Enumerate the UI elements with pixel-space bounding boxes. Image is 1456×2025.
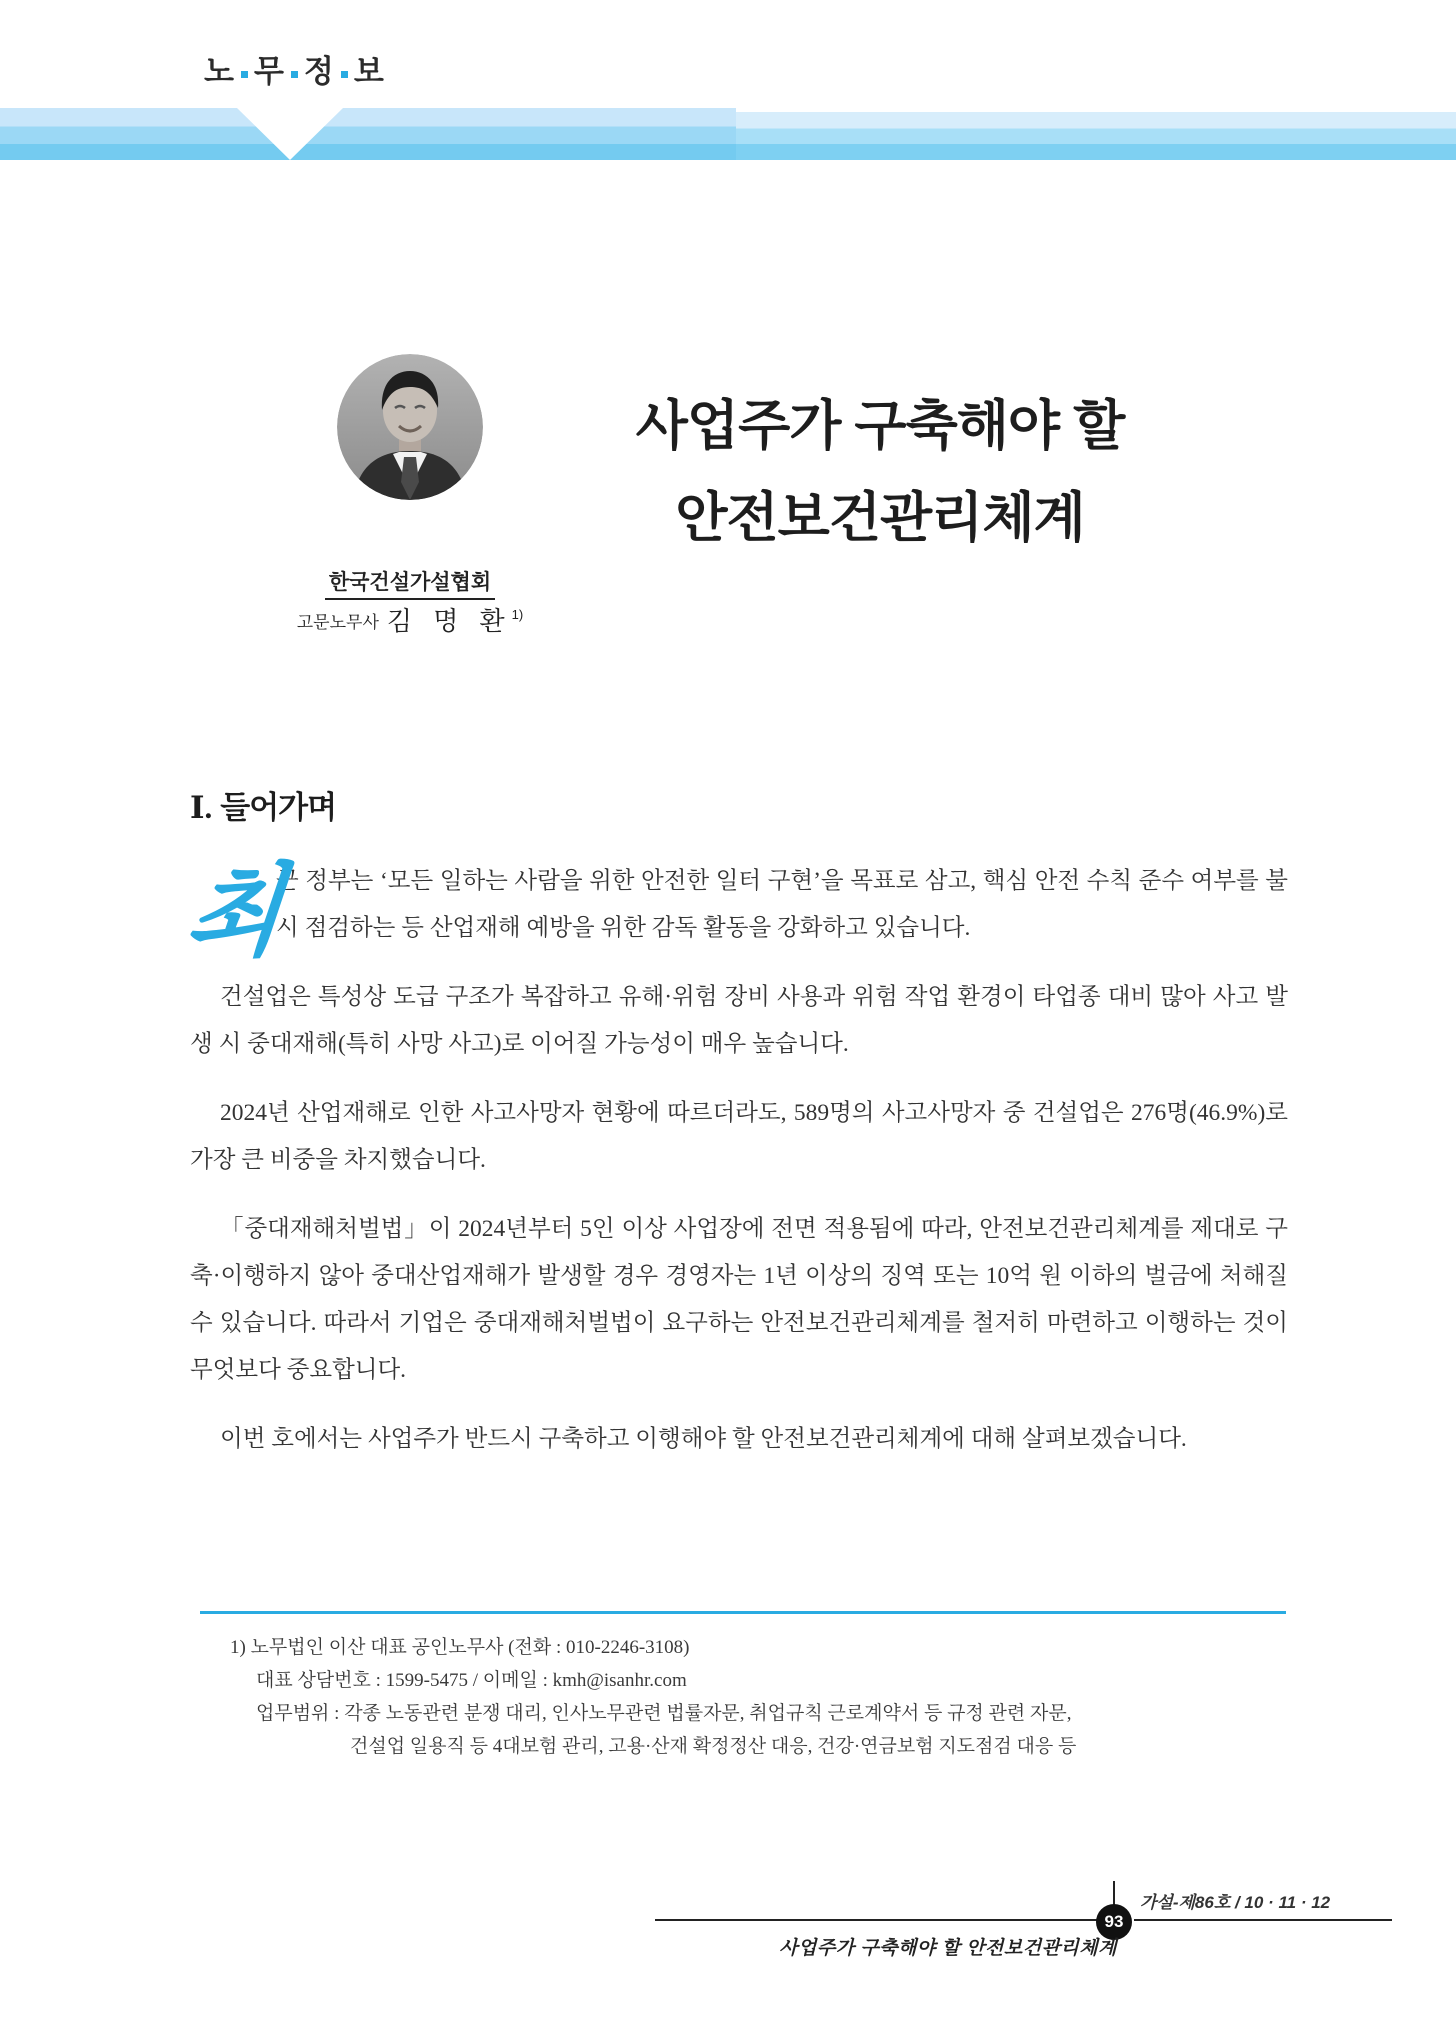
- author-organization: [280, 566, 540, 596]
- footnote-line-4: 건설업 일용직 등 4대보험 관리, 고용·산재 확정정산 대응, 건강·연금보험 지도점검 대응 등: [350, 1736, 1077, 1757]
- category-char: 정: [303, 54, 335, 89]
- footnote: [200, 1631, 1296, 1763]
- banner-notch: [237, 108, 343, 160]
- footnote-line-3: 업무범위 : 각종 노동관련 분쟁 대리, 인사노무관련 법률자문, 취업규칙 근로계약서 등 규정 관련 자문,: [256, 1703, 1072, 1724]
- author-footnote-ref: 1): [511, 607, 524, 622]
- paragraph-4: 「중대재해처벌법」이 2024년부터 5인 이상 사업장에 전면 적용됨에 따라, 안전보건관리체계를 제대로 구축·이행하지 않아 중대산업재해가 발생할 경우 경영자는 1년 이상의 징역 또는 10억 원 이하의 벌금에 처해질 수 있습니다. 따라서 기업은 중대재해처벌법이 요구하는 안전보건관리체계를 철저히 마련하고 이행하는 것이 무엇보다 중요합니다.: [190, 1216, 1288, 1383]
- paragraph-2: 건설업은 특성상 도급 구조가 복잡하고 유해·위험 장비 사용과 위험 작업 환경이 타업종 대비 많아 사고 발생 시 중대재해(특히 사망 사고)로 이어질 가능성이 매우 높습니다.: [190, 984, 1288, 1057]
- footer-running-title: 사업주가 구축해야 할 안전보건관리체계: [779, 1938, 1117, 1959]
- paragraph-1-text: 근 정부는 ‘모든 일하는 사람을 위한 안전한 일터 구현’을 목표로 삼고, 핵심 안전 수칙 준수 여부를 불시 점검하는 등 산업재해 예방을 위한 감독 활동을 강화하고 있습니다.: [276, 868, 1288, 941]
- author-organization-text: 한국건설가설협회: [325, 571, 495, 600]
- footer-tick: [1113, 1881, 1115, 1905]
- footer-issue-info: 가설-제86호 / 10 · 11 · 12: [1140, 1893, 1331, 1912]
- category-char: 무: [253, 54, 285, 89]
- footer-rule-right: [1134, 1919, 1392, 1921]
- paragraph-5: 이번 호에서는 사업주가 반드시 구축하고 이행해야 할 안전보건관리체계에 대해 살펴보겠습니다.: [220, 1426, 1187, 1452]
- article-title: [555, 380, 1205, 564]
- section-heading-text: 들어가며: [220, 790, 337, 825]
- author-photo: [337, 354, 483, 500]
- paragraph-1: [181, 856, 1288, 973]
- paragraph-3: 2024년 산업재해로 인한 사고사망자 현황에 따르더라도, 589명의 사고사망자 중 건설업은 276명(46.9%)로 가장 큰 비중을 차지했습니다.: [190, 1100, 1288, 1173]
- dot-icon: [341, 71, 348, 78]
- banner-band-right: [736, 112, 1456, 160]
- category-char: 보: [353, 54, 385, 89]
- author-name-line: [230, 601, 590, 638]
- author-role: 고문노무사: [296, 613, 379, 632]
- category-label: [204, 46, 385, 91]
- author-portrait-graphic: [337, 354, 483, 500]
- section-numeral: Ⅰ.: [190, 790, 213, 825]
- footnote-divider: [200, 1611, 1286, 1614]
- category-char: 노: [204, 54, 235, 89]
- dot-icon: [291, 71, 298, 78]
- article-title-line2: 안전보건관리체계: [675, 488, 1085, 548]
- section-heading: [190, 782, 336, 827]
- footnote-line-2: 대표 상담번호 : 1599-5475 / 이메일 : kmh@isanhr.com: [256, 1670, 687, 1691]
- page-number-badge: 93: [1096, 1904, 1132, 1940]
- article-body: [181, 856, 1288, 1485]
- article-title-line1: 사업주가 구축해야 할: [635, 396, 1125, 456]
- footnote-line-1: 1) 노무법인 이산 대표 공인노무사 (전화 : 010-2246-3108): [230, 1637, 690, 1658]
- author-name: 김 명 환: [386, 606, 512, 636]
- dot-icon: [241, 71, 248, 78]
- dropcap: 최: [181, 856, 288, 973]
- footer-rule-left: [655, 1919, 1098, 1921]
- banner-band-left: [0, 108, 736, 160]
